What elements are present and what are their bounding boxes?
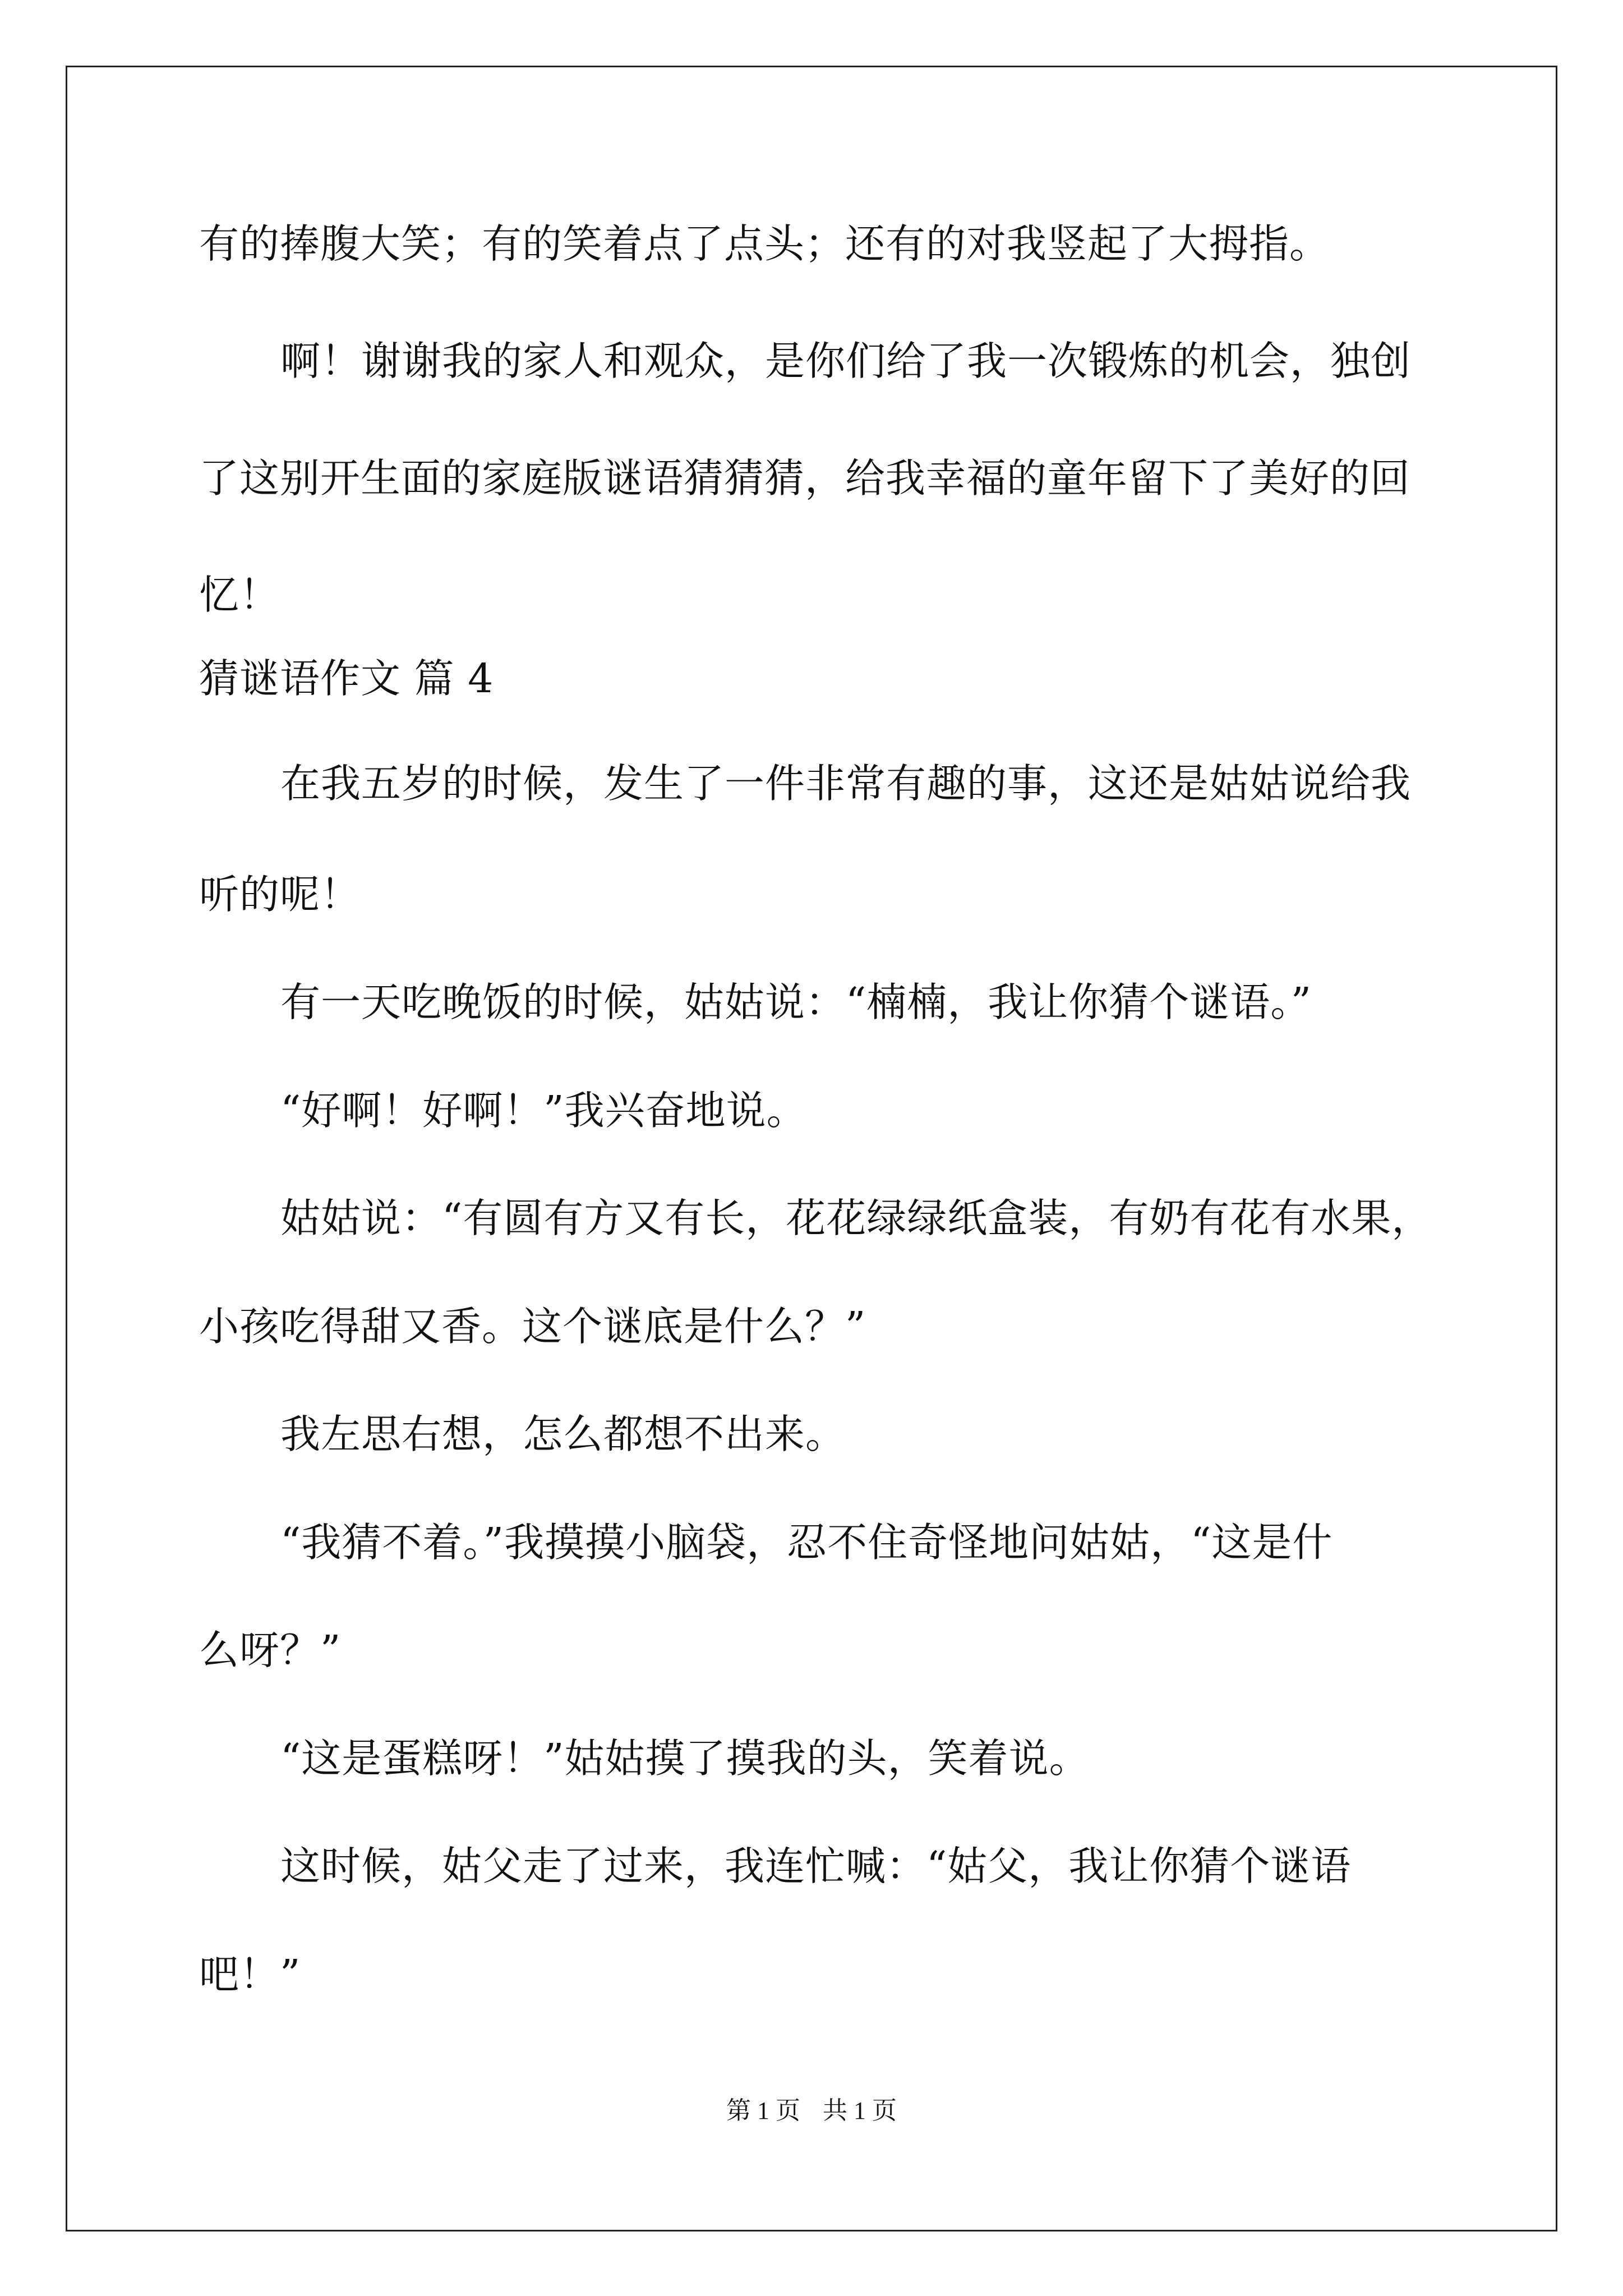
paragraph-line: 忆！ (199, 572, 280, 618)
page-footer (0, 2095, 1623, 2127)
paragraph-line: 了这别开生面的家庭版谜语猜猜猜，给我幸福的童年留下了美好的回 (199, 455, 1411, 501)
paragraph-line: 有的捧腹大笑；有的笑着点了点头；还有的对我竖起了大拇指。 (199, 220, 1330, 267)
paragraph-line: 啊！谢谢我的家人和观众，是你们给了我一次锻炼的机会，独创 (280, 338, 1412, 384)
section-heading: 猜谜语作文 篇 4 (199, 655, 494, 702)
paragraph-line: 么呀？” (199, 1627, 342, 1673)
paragraph-line: “好啊！好啊！”我兴奋地说。 (280, 1087, 807, 1134)
paragraph-line: 我左思右想，怎么都想不出来。 (280, 1411, 846, 1457)
paragraph-line: 吧！” (199, 1951, 301, 1998)
paragraph-line: “这是蛋糕呀！”姑姑摸了摸我的头，笑着说。 (280, 1735, 1090, 1782)
paragraph-line: 这时候，姑父走了过来，我连忙喊：“姑父，我让你猜个谜语 (280, 1843, 1352, 1889)
paragraph-line: 姑姑说：“有圆有方又有长，花花绿绿纸盒装，有奶有花有水果， (280, 1195, 1432, 1241)
paragraph-line: 有一天吃晚饭的时候，姑姑说：“楠楠，我让你猜个谜语。” (280, 979, 1312, 1025)
page-number: 第 1 页 (726, 2097, 800, 2124)
paragraph-line: 听的呢！ (199, 871, 361, 918)
paragraph-line: “我猜不着。”我摸摸小脑袋，忍不住奇怪地问姑姑，“这是什 (280, 1519, 1333, 1566)
page-border (66, 66, 1557, 2231)
paragraph-line: 在我五岁的时候，发生了一件非常有趣的事，这还是姑姑说给我 (280, 760, 1412, 807)
paragraph-line: 小孩吃得甜又香。这个谜底是什么？” (199, 1303, 866, 1350)
page-total: 共 1 页 (823, 2097, 897, 2124)
